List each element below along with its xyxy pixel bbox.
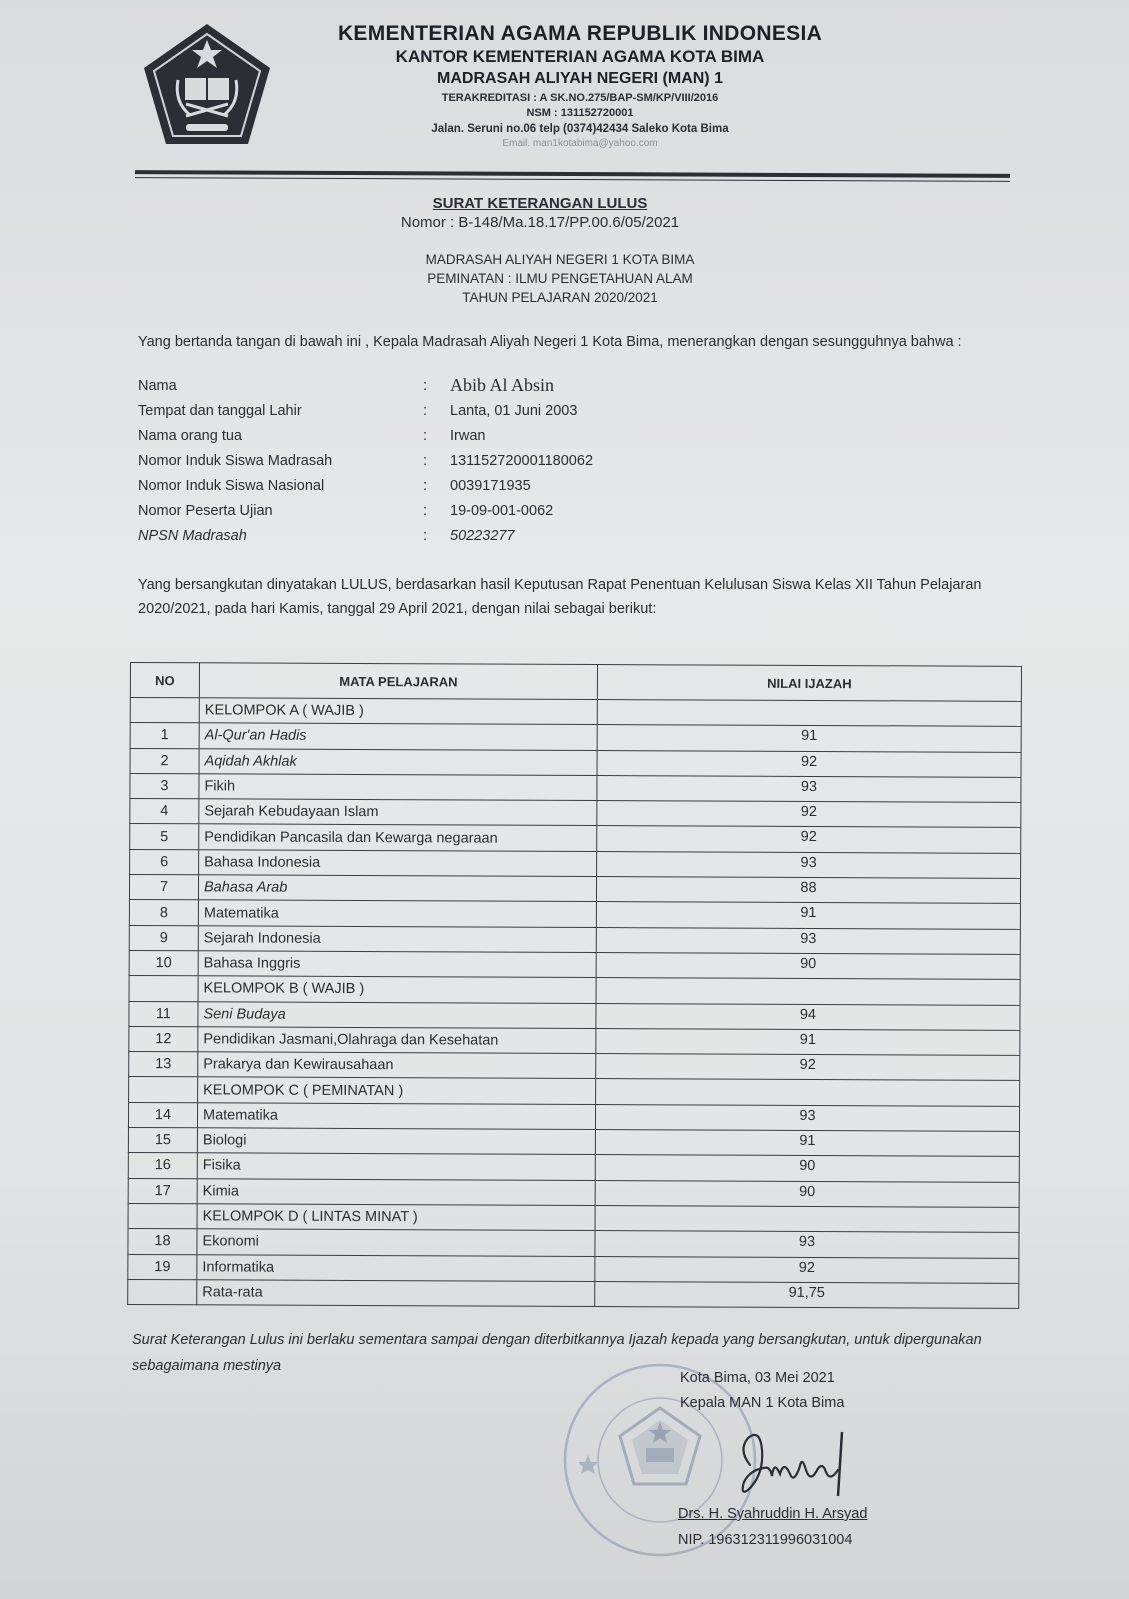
row-subject: KELOMPOK C ( PEMINATAN ) <box>198 1077 596 1104</box>
row-score: 91 <box>597 725 1021 752</box>
info-label: Tempat dan tanggal Lahir <box>138 403 302 419</box>
table-group-row <box>128 1203 1019 1232</box>
row-number: 12 <box>129 1026 198 1052</box>
document-title <box>330 195 750 231</box>
ministry-logo <box>140 20 275 150</box>
row-score: 93 <box>595 1104 1019 1131</box>
row-score: 92 <box>597 801 1021 828</box>
table-row <box>128 1153 1019 1182</box>
grades-table <box>127 662 1022 1309</box>
table-row <box>130 773 1021 802</box>
row-subject: KELOMPOK B ( WAJIB ) <box>198 976 596 1003</box>
info-value-parent: Irwan <box>450 428 486 444</box>
row-subject: Rata-rata <box>197 1280 595 1307</box>
table-row <box>130 723 1021 752</box>
row-subject: Al-Qur'an Hadis <box>199 723 597 750</box>
document-heading: SURAT KETERANGAN LULUS <box>432 195 648 212</box>
info-value-npsn: 50223277 <box>450 528 515 544</box>
row-score: 91 <box>596 1028 1020 1055</box>
table-row <box>128 1254 1019 1283</box>
letterhead <box>300 22 860 149</box>
table-row <box>128 1128 1019 1157</box>
row-subject: Fisika <box>197 1153 595 1180</box>
row-score: 94 <box>596 1003 1020 1030</box>
row-subject: KELOMPOK A ( WAJIB ) <box>199 698 597 725</box>
row-subject: Kimia <box>197 1178 595 1205</box>
row-subject: Bahasa Arab <box>198 875 596 902</box>
row-score: 90 <box>595 1180 1019 1207</box>
row-number: 18 <box>128 1229 197 1255</box>
row-number: 1 <box>130 723 199 749</box>
row-number: 14 <box>128 1102 197 1128</box>
info-colon: : <box>423 478 428 494</box>
info-value-name: Abib Al Absin <box>450 375 555 395</box>
letterhead-address: Jalan. Seruni no.06 telp (0374)42434 Saleko Kota Bima <box>431 123 729 135</box>
table-row <box>129 900 1020 929</box>
table-row <box>129 1052 1020 1081</box>
table-header-row <box>130 663 1021 702</box>
grades-table-body <box>128 698 1022 1309</box>
row-number: 8 <box>129 900 198 926</box>
table-group-row <box>129 1077 1020 1106</box>
subheading-major: PEMINATAN : ILMU PENGETAHUAN ALAM <box>427 271 693 286</box>
table-group-row <box>130 698 1021 727</box>
subheading-school: MADRASAH ALIYAH NEGERI 1 KOTA BIMA <box>425 252 695 267</box>
info-label: NPSN Madrasah <box>138 528 247 544</box>
info-label: Nomor Induk Siswa Madrasah <box>138 453 333 469</box>
row-number: 19 <box>128 1254 197 1280</box>
row-score: 92 <box>597 750 1021 777</box>
row-number: 6 <box>130 849 199 875</box>
row-subject: Aqidah Akhlak <box>199 748 597 775</box>
row-number: 17 <box>128 1178 197 1204</box>
row-number: 9 <box>129 925 198 951</box>
row-number: 10 <box>129 950 198 976</box>
info-colon: : <box>423 503 428 519</box>
header-score: NILAI IJAZAH <box>597 665 1021 702</box>
table-row <box>129 1026 1020 1055</box>
row-subject: Pendidikan Jasmani,Olahraga dan Kesehatan <box>198 1027 596 1054</box>
row-number <box>129 976 198 1002</box>
info-label: Nomor Peserta Ujian <box>138 503 273 519</box>
table-row <box>130 824 1021 853</box>
row-number <box>129 1077 198 1103</box>
row-score <box>596 978 1020 1005</box>
letterhead-nsm: NSM : 131152720001 <box>526 107 634 119</box>
row-score: 92 <box>595 1256 1019 1283</box>
header-no: NO <box>130 663 199 698</box>
subheading-year: TAHUN PELAJARAN 2020/2021 <box>462 290 658 305</box>
table-row <box>129 1001 1020 1030</box>
header-subject: MATA PELAJARAN <box>199 663 597 700</box>
row-subject: Ekonomi <box>197 1229 595 1256</box>
row-number: 2 <box>130 748 199 774</box>
table-row <box>128 1279 1019 1308</box>
document-number: Nomor : B-148/Ma.18.17/PP.00.6/05/2021 <box>400 214 680 231</box>
letterhead-office: KANTOR KEMENTERIAN AGAMA KOTA BIMA <box>395 47 765 66</box>
row-subject: Fikih <box>199 774 597 801</box>
info-value-nisn: 0039171935 <box>450 478 531 494</box>
letterhead-ministry: KEMENTERIAN AGAMA REPUBLIK INDONESIA <box>337 22 823 45</box>
row-number: 11 <box>129 1001 198 1027</box>
info-value-birth: Lanta, 01 Juni 2003 <box>450 403 578 419</box>
letterhead-rule-thin <box>135 177 1010 182</box>
table-row <box>129 875 1020 904</box>
row-score: 91,75 <box>595 1281 1019 1308</box>
row-number: 13 <box>129 1052 198 1078</box>
letterhead-accreditation: TERAKREDITASI : A SK.NO.275/BAP-SM/KP/VIII/2016 <box>441 92 719 104</box>
letterhead-email: Email. man1kotabima@yahoo.com <box>502 138 658 149</box>
row-score: 93 <box>597 775 1021 802</box>
row-score: 93 <box>597 851 1021 878</box>
table-group-row <box>129 976 1020 1005</box>
handwritten-signature <box>730 1430 850 1500</box>
table-row <box>128 1178 1019 1207</box>
row-subject: Informatika <box>197 1254 595 1281</box>
info-colon: : <box>423 378 428 394</box>
letterhead-school: MADRASAH ALIYAH NEGERI (MAN) 1 <box>437 70 723 87</box>
row-subject: Sejarah Indonesia <box>198 925 596 952</box>
row-subject: Seni Budaya <box>198 1001 596 1028</box>
signature-place-date: Kota Bima, 03 Mei 2021 <box>680 1370 835 1386</box>
closing-statement: Surat Keterangan Lulus ini berlaku sementara sampai dengan diterbitkannya Ijazah kepada yang bersangkutan, untuk dipergunakan sebagaimana mestinya <box>132 1332 982 1374</box>
row-subject: Matematika <box>197 1103 595 1130</box>
row-subject: KELOMPOK D ( LINTAS MINAT ) <box>197 1204 595 1231</box>
info-colon: : <box>423 528 428 544</box>
row-subject: Bahasa Inggris <box>198 951 596 978</box>
row-subject: Bahasa Indonesia <box>199 850 597 877</box>
row-score <box>596 1079 1020 1106</box>
row-score: 91 <box>596 902 1020 929</box>
row-number: 15 <box>128 1128 197 1154</box>
signature-name: Drs. H. Syahruddin H. Arsyad <box>678 1506 868 1522</box>
row-score: 88 <box>596 877 1020 904</box>
row-number: 4 <box>130 799 199 825</box>
row-subject: Biologi <box>197 1128 595 1155</box>
row-score <box>597 700 1021 727</box>
row-subject: Prakarya dan Kewirausahaan <box>198 1052 596 1079</box>
intro-paragraph: Yang bertanda tangan di bawah ini , Kepala Madrasah Aliyah Negeri 1 Kota Bima, menerangkan dengan sesungguhnya bahwa : <box>138 334 962 350</box>
table-row <box>130 748 1021 777</box>
row-score: 90 <box>596 953 1020 980</box>
row-number: 16 <box>128 1153 197 1179</box>
table-row <box>128 1229 1019 1258</box>
row-score <box>595 1205 1019 1232</box>
row-score: 92 <box>596 1054 1020 1081</box>
info-value-nism: 131152720001180062 <box>450 453 594 469</box>
table-row <box>128 1102 1019 1131</box>
info-colon: : <box>423 428 428 444</box>
info-colon: : <box>423 403 428 419</box>
table-row <box>130 849 1021 878</box>
row-score: 93 <box>596 927 1020 954</box>
signature-position: Kepala MAN 1 Kota Bima <box>680 1395 845 1411</box>
info-colon: : <box>423 453 428 469</box>
row-subject: Matematika <box>198 900 596 927</box>
row-score: 90 <box>595 1155 1019 1182</box>
row-score: 91 <box>595 1130 1019 1157</box>
info-label: Nama <box>138 378 177 394</box>
table-row <box>129 950 1020 979</box>
row-number: 3 <box>130 773 199 799</box>
row-number: 5 <box>130 824 199 850</box>
row-score: 92 <box>597 826 1021 853</box>
table-row <box>129 925 1020 954</box>
info-label: Nomor Induk Siswa Nasional <box>138 478 325 494</box>
info-label: Nama orang tua <box>138 428 242 444</box>
declaration-paragraph: Yang bersangkutan dinyatakan LULUS, berdasarkan hasil Keputusan Rapat Penentuan Kelulusan Siswa Kelas XII Tahun Pelajaran 2020/2021, pada hari Kamis, tanggal 29 April 2021, dengan nilai sebagai berikut: <box>138 577 982 617</box>
row-number: 7 <box>129 875 198 901</box>
row-score: 93 <box>595 1231 1019 1258</box>
document-subheading <box>350 250 770 307</box>
row-number <box>130 698 199 724</box>
row-number <box>128 1279 197 1305</box>
table-row <box>130 799 1021 828</box>
info-value-exam-number: 19-09-001-0062 <box>450 503 554 519</box>
row-number <box>128 1203 197 1229</box>
row-subject: Pendidikan Pancasila dan Kewarga negaraan <box>199 824 597 851</box>
row-subject: Sejarah Kebudayaan Islam <box>199 799 597 826</box>
signature-nip: NIP. 196312311996031004 <box>678 1532 853 1548</box>
